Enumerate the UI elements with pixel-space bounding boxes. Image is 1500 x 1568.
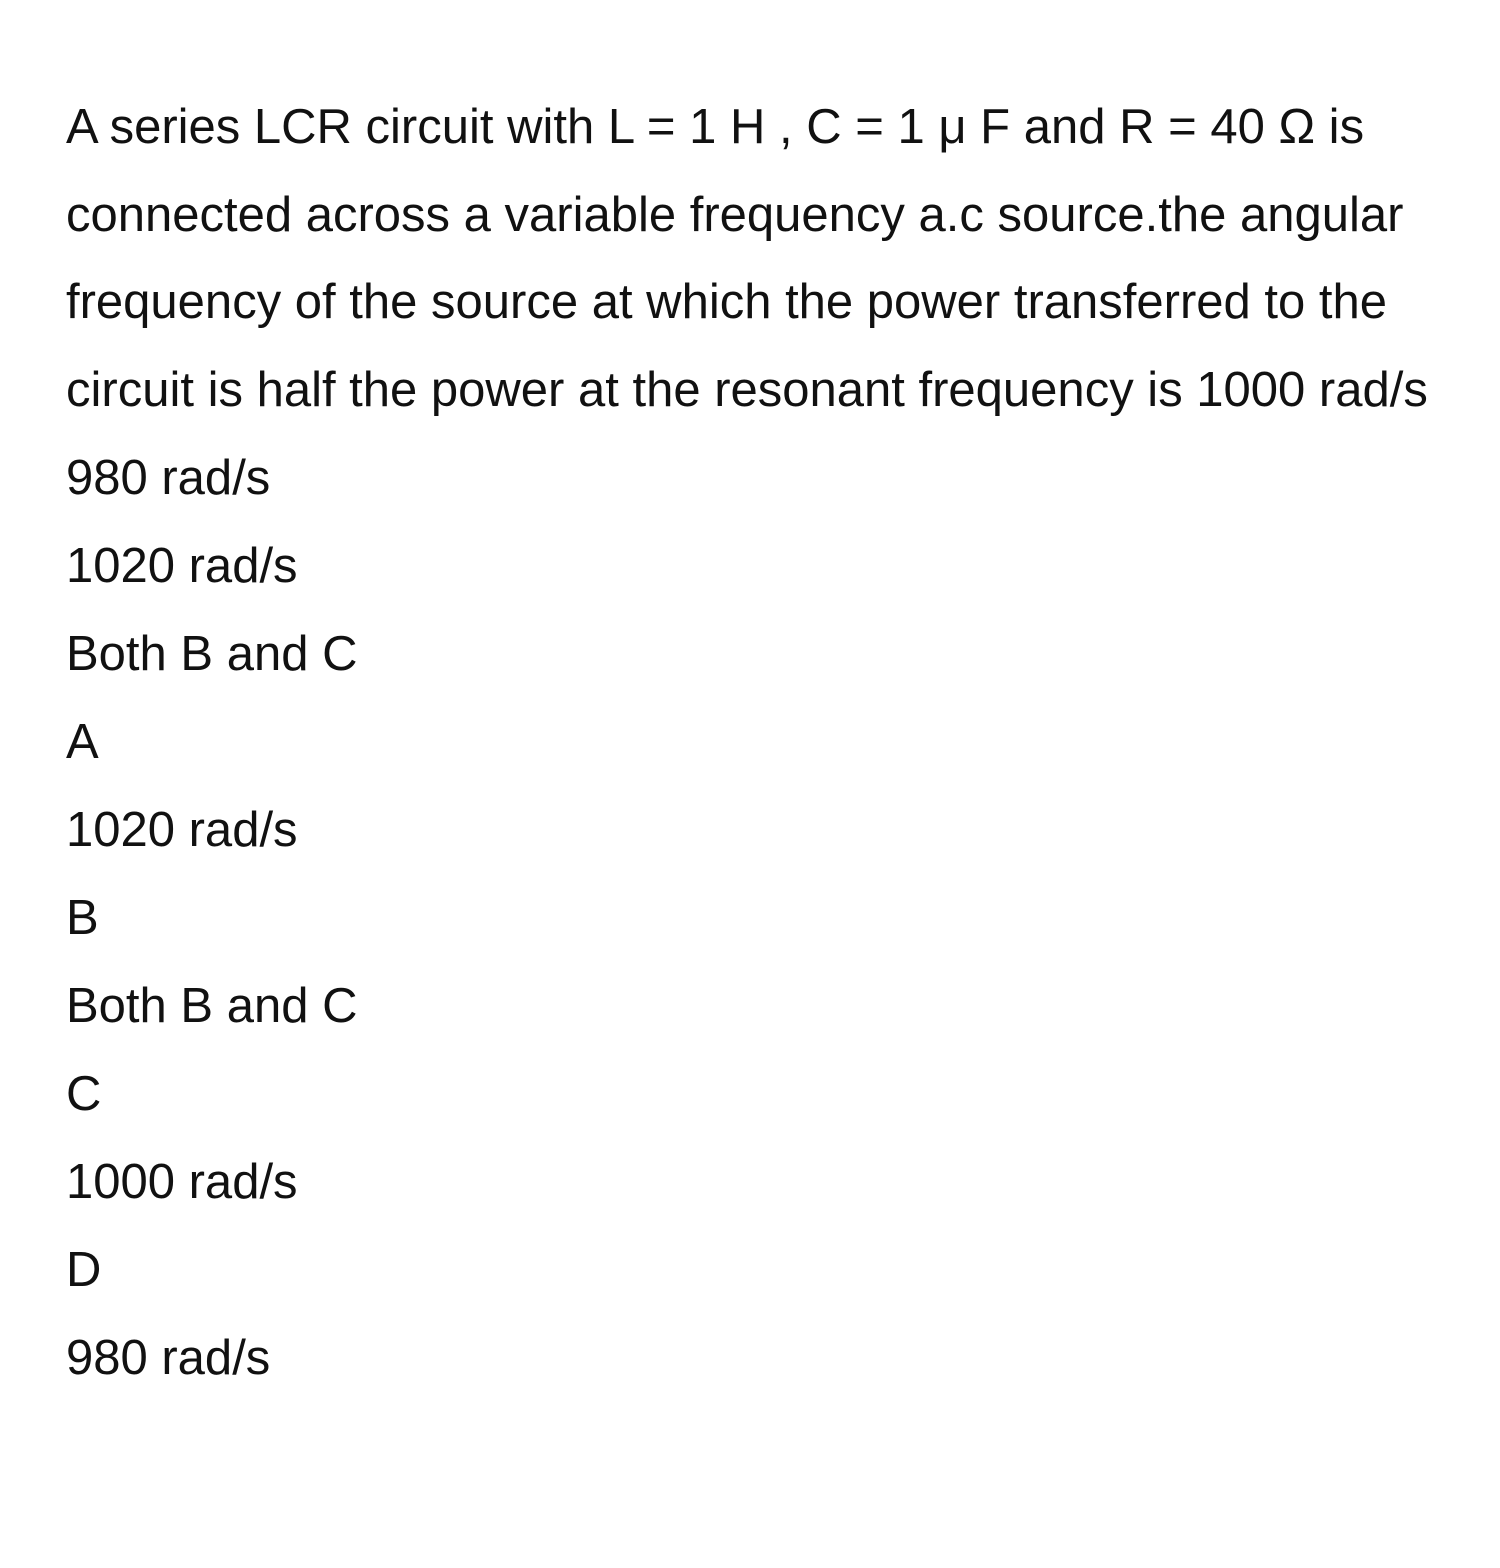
listed-options xyxy=(66,434,1446,698)
listed-option: Both B and C xyxy=(66,627,358,681)
choice-text-c: 1000 rad/s xyxy=(66,1155,298,1209)
choice-text-d: 980 rad/s xyxy=(66,1331,271,1385)
choice-text-b: Both B and C xyxy=(66,979,358,1033)
choice-letter-d: D xyxy=(66,1243,102,1297)
listed-option: 980 rad/s xyxy=(66,451,271,505)
answer-choices xyxy=(66,698,1446,1402)
choice-letter-a: A xyxy=(66,715,99,769)
listed-option: 1020 rad/s xyxy=(66,539,298,593)
question-text: A series LCR circuit with L = 1 H , C = 1 μ F and R = 40 Ω is connected across a variable frequency a.c source.the angular frequency of the source at which the power transferred to the circuit is half the power at the resonant frequency is 1000 rad/s xyxy=(66,100,1428,417)
question-document xyxy=(66,84,1446,1402)
choice-letter-b: B xyxy=(66,891,99,945)
choice-text-a: 1020 rad/s xyxy=(66,803,298,857)
choice-letter-c: C xyxy=(66,1067,102,1121)
